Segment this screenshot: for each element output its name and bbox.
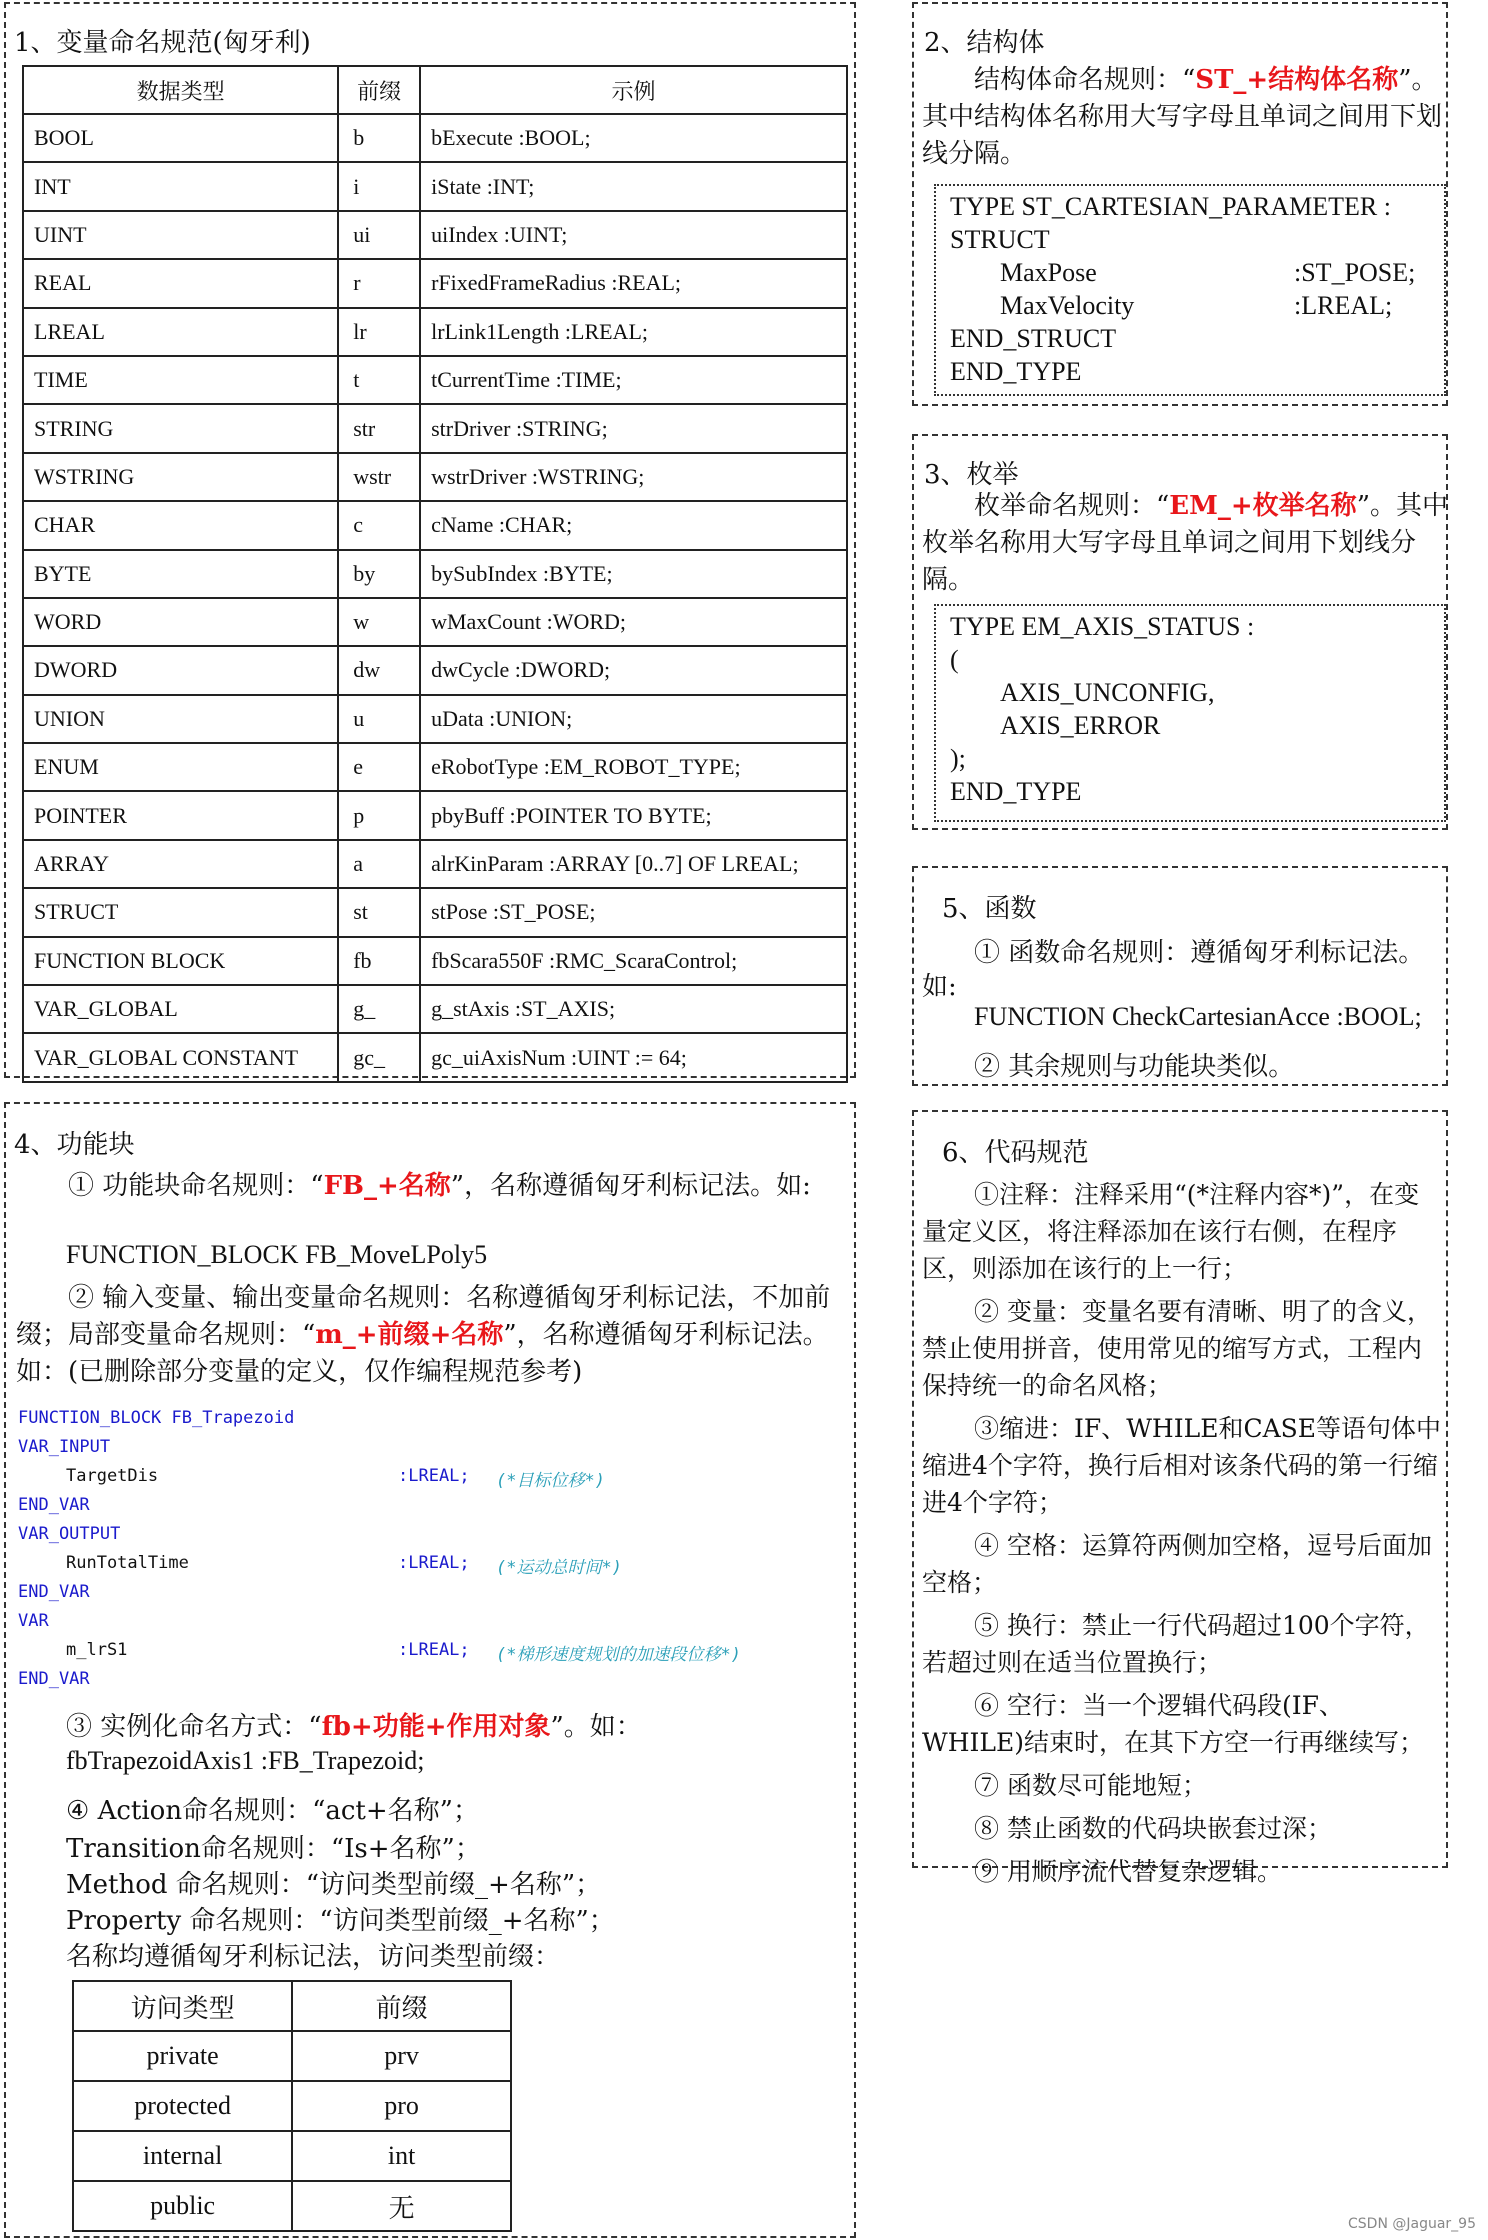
example-cell: lrLink1Length :LREAL; (420, 308, 847, 356)
header-cell: 数据类型 (23, 66, 338, 114)
type-cell: POINTER (23, 791, 338, 839)
rule-text: ① 功能块命名规则：“ (68, 1171, 324, 1201)
prefix-cell: u (338, 695, 420, 743)
type-cell: STRING (23, 404, 338, 452)
prefix-cell: e (338, 743, 420, 791)
table-row (23, 211, 847, 259)
section4-p4-line: Transition命名规则：“Is+名称”； (66, 1834, 481, 1864)
list-item: ⑧ 禁止函数的代码块嵌套过深； (974, 1814, 1332, 1843)
code-line: TYPE ST_CARTESIAN_PARAMETER : (950, 192, 1391, 221)
code-line: :LREAL; (398, 1466, 470, 1486)
table-row (23, 550, 847, 598)
type-cell: INT (23, 162, 338, 210)
prefix-cell: lr (338, 308, 420, 356)
code-comment: (*运动总时间*) (496, 1558, 622, 1578)
rule-text: ”。其中枚举名称用大写字母且单词之间用下划线分隔。 (922, 491, 1448, 595)
type-cell: BYTE (23, 550, 338, 598)
rule-highlight: ST_+结构体名称 (1195, 65, 1399, 95)
type-cell: WORD (23, 598, 338, 646)
list-item: ③缩进：IF、WHILE和CASE等语句体中缩进4个字符，换行后相对该条代码的第一行缩进4个字符； (922, 1414, 1442, 1517)
prefix-cell: str (338, 404, 420, 452)
access-prefix-table (72, 1980, 512, 2232)
section4-p4-line: Property 命名规则：“访问类型前缀_+名称”； (66, 1906, 615, 1936)
example-cell: bySubIndex :BYTE; (420, 550, 847, 598)
header-cell: 访问类型 (73, 1981, 292, 2031)
example-cell: wstrDriver :WSTRING; (420, 453, 847, 501)
type-cell: BOOL (23, 114, 338, 162)
section5-line: ① 函数命名规则：遵循匈牙利标记法。 (974, 938, 1425, 968)
prefix-cell: w (338, 598, 420, 646)
section4-p4-line: 名称均遵循匈牙利标记法，访问类型前缀： (66, 1942, 561, 1972)
code-line: ); (950, 744, 966, 773)
code-line: :ST_POSE; (1294, 258, 1416, 287)
example-cell: iState :INT; (420, 162, 847, 210)
list-item: ⑦ 函数尽可能地短； (974, 1771, 1207, 1800)
rule-highlight: FB_+名称 (323, 1171, 451, 1201)
code-line: END_VAR (18, 1582, 90, 1602)
section5-code: FUNCTION CheckCartesianAcce :BOOL; (974, 1002, 1422, 1031)
prefix-table (22, 65, 848, 1083)
list-item: ⑤ 换行：禁止一行代码超过100个字符，若超过则在适当位置换行； (922, 1611, 1430, 1677)
table-row (73, 2081, 511, 2131)
rule-text: ② 输入变量、输出变量命名规则：名称遵循匈牙利标记法，不加前缀；局部变量命名规则：“ (16, 1283, 831, 1350)
table-row (23, 1033, 847, 1081)
rule-highlight: m_+前缀+名称 (315, 1320, 504, 1350)
type-cell: STRUCT (23, 888, 338, 936)
example-cell: stPose :ST_POSE; (420, 888, 847, 936)
table-header-row (73, 1981, 511, 2031)
example-cell: alrKinParam :ARRAY [0..7] OF LREAL; (420, 840, 847, 888)
code-line: TYPE EM_AXIS_STATUS : (950, 612, 1255, 641)
code-line: TargetDis (66, 1466, 159, 1486)
section3-title: 3、枚举 (924, 460, 1019, 490)
code-line: MaxPose (1000, 258, 1097, 287)
list-item: ② 变量：变量名要有清晰、明了的含义，禁止使用拼音，使用常见的缩写方式，工程内保持统一的命名风格； (922, 1297, 1432, 1400)
table-row (23, 259, 847, 307)
section5-line: 如: (922, 972, 957, 1002)
type-cell: VAR_GLOBAL (23, 985, 338, 1033)
type-cell: WSTRING (23, 453, 338, 501)
table-row (73, 2031, 511, 2081)
table-row (23, 646, 847, 694)
header-cell: 前缀 (338, 66, 420, 114)
code-comment: (*目标位移*) (496, 1471, 605, 1491)
code-line: END_VAR (18, 1495, 90, 1515)
prefix-cell: c (338, 501, 420, 549)
table-cell: pro (292, 2081, 511, 2131)
section6-title: 6、代码规范 (942, 1138, 1089, 1168)
code-line: VAR_INPUT (18, 1437, 111, 1457)
example-cell: uData :UNION; (420, 695, 847, 743)
table-header-row (23, 66, 847, 114)
section4-p1-example: FUNCTION_BLOCK FB_MoveLPoly5 (66, 1240, 488, 1269)
section5-title: 5、函数 (942, 894, 1037, 924)
table-row (23, 501, 847, 549)
section4-p3 (66, 1706, 642, 1743)
table-row (23, 840, 847, 888)
example-cell: strDriver :STRING; (420, 404, 847, 452)
type-cell: DWORD (23, 646, 338, 694)
code-line: AXIS_ERROR (1000, 711, 1161, 740)
table-cell: 无 (292, 2181, 511, 2231)
table-cell: prv (292, 2031, 511, 2081)
section2-title: 2、结构体 (924, 28, 1045, 58)
code-style-list (922, 1176, 1442, 1890)
example-cell: g_stAxis :ST_AXIS; (420, 985, 847, 1033)
table-row (23, 743, 847, 791)
rule-text: ”。其中结构体名称用大写字母且单词之间用下划线分隔。 (922, 65, 1443, 169)
section5-line: ② 其余规则与功能块类似。 (974, 1052, 1295, 1082)
rule-text: ”，名称遵循匈牙利标记法。如: (450, 1171, 811, 1201)
type-cell: VAR_GLOBAL CONSTANT (23, 1033, 338, 1081)
example-cell: dwCycle :DWORD; (420, 646, 847, 694)
section4-p4-line: ④ Action命名规则：“act+名称”； (66, 1796, 479, 1826)
example-cell: bExecute :BOOL; (420, 114, 847, 162)
code-line: :LREAL; (1294, 291, 1393, 320)
section4-p2 (16, 1280, 852, 1391)
example-cell: eRobotType :EM_ROBOT_TYPE; (420, 743, 847, 791)
table-row (23, 308, 847, 356)
code-line: :LREAL; (398, 1553, 470, 1573)
example-cell: fbScara550F :RMC_ScaraControl; (420, 937, 847, 985)
code-line: MaxVelocity (1000, 291, 1135, 320)
rule-text: ”，名称遵循匈牙利标记法。如：(已删除部分变量的定义，仅作编程规范参考) (16, 1320, 829, 1387)
type-cell: ARRAY (23, 840, 338, 888)
prefix-cell: g_ (338, 985, 420, 1033)
code-line: END_TYPE (950, 357, 1082, 386)
code-line: END_TYPE (950, 777, 1082, 806)
code-comment: (*梯形速度规划的加速段位移*) (496, 1645, 741, 1665)
prefix-cell: wstr (338, 453, 420, 501)
code-line: m_lrS1 (66, 1640, 128, 1660)
table-row (73, 2181, 511, 2231)
code-line: VAR (18, 1611, 49, 1631)
prefix-cell: i (338, 162, 420, 210)
header-cell: 前缀 (292, 1981, 511, 2031)
struct-code-box (934, 184, 1446, 396)
code-line: :LREAL; (398, 1640, 470, 1660)
section4-title: 4、功能块 (14, 1130, 135, 1160)
rule-highlight: EM_+枚举名称 (1169, 491, 1357, 521)
prefix-cell: fb (338, 937, 420, 985)
code-line: AXIS_UNCONFIG, (1000, 678, 1215, 707)
example-cell: tCurrentTime :TIME; (420, 356, 847, 404)
prefix-cell: r (338, 259, 420, 307)
table-cell: public (73, 2181, 292, 2231)
table-row (23, 695, 847, 743)
example-cell: rFixedFrameRadius :REAL; (420, 259, 847, 307)
table-cell: int (292, 2131, 511, 2181)
prefix-cell: t (338, 356, 420, 404)
table-row (23, 356, 847, 404)
watermark-text: CSDN @Jaguar_95 (1348, 2216, 1476, 2232)
section2-rule (922, 62, 1448, 173)
list-item: ①注释：注释采用“(*注释内容*)”，在变量定义区，将注释添加在该行右侧，在程序区，则添加在该行的上一行； (922, 1180, 1420, 1283)
list-item: ⑥ 空行：当一个逻辑代码段(IF、WHILE)结束时，在其下方空一行再继续写； (922, 1691, 1424, 1757)
table-cell: private (73, 2031, 292, 2081)
table-row (23, 937, 847, 985)
enum-code-box (934, 604, 1446, 822)
code-line: FUNCTION_BLOCK FB_Trapezoid (18, 1408, 295, 1428)
prefix-cell: b (338, 114, 420, 162)
code-line: END_VAR (18, 1669, 90, 1689)
table-row (23, 162, 847, 210)
code-line: VAR_OUTPUT (18, 1524, 121, 1544)
section1-title: 1、变量命名规范(匈牙利) (14, 28, 311, 58)
code-line: END_STRUCT (950, 324, 1117, 353)
type-cell: FUNCTION BLOCK (23, 937, 338, 985)
type-cell: UINT (23, 211, 338, 259)
code-line: ( (950, 645, 959, 674)
table-row (23, 985, 847, 1033)
example-cell: wMaxCount :WORD; (420, 598, 847, 646)
prefix-cell: p (338, 791, 420, 839)
example-cell: pbyBuff :POINTER TO BYTE; (420, 791, 847, 839)
section4-p1 (16, 1168, 852, 1205)
section4-p4-line: Method 命名规则：“访问类型前缀_+名称”； (66, 1870, 602, 1900)
table-row (23, 453, 847, 501)
rule-highlight: fb+功能+作用对象 (321, 1712, 551, 1742)
prefix-cell: ui (338, 211, 420, 259)
section3-rule (922, 488, 1448, 599)
table-row (23, 791, 847, 839)
table-cell: internal (73, 2131, 292, 2181)
code-line: STRUCT (950, 225, 1050, 254)
type-cell: REAL (23, 259, 338, 307)
prefix-cell: gc_ (338, 1033, 420, 1081)
rule-text: 结构体命名规则：“ (974, 65, 1196, 95)
prefix-cell: st (338, 888, 420, 936)
example-cell: cName :CHAR; (420, 501, 847, 549)
example-cell: uiIndex :UINT; (420, 211, 847, 259)
table-row (23, 404, 847, 452)
list-item: ④ 空格：运算符两侧加空格，逗号后面加空格； (922, 1531, 1432, 1597)
prefix-cell: dw (338, 646, 420, 694)
prefix-cell: by (338, 550, 420, 598)
type-cell: ENUM (23, 743, 338, 791)
section4-p3-example: fbTrapezoidAxis1 :FB_Trapezoid; (66, 1746, 425, 1775)
type-cell: TIME (23, 356, 338, 404)
table-row (23, 598, 847, 646)
rule-text: 枚举命名规则：“ (974, 491, 1170, 521)
rule-text: ”。如： (550, 1712, 642, 1742)
type-cell: LREAL (23, 308, 338, 356)
list-item: ⑨ 用顺序流代替复杂逻辑。 (974, 1857, 1282, 1886)
rule-text: ③ 实例化命名方式：“ (66, 1712, 322, 1742)
type-cell: UNION (23, 695, 338, 743)
header-cell: 示例 (420, 66, 847, 114)
table-cell: protected (73, 2081, 292, 2131)
prefix-cell: a (338, 840, 420, 888)
table-row (23, 114, 847, 162)
code-line: RunTotalTime (66, 1553, 189, 1573)
example-cell: gc_uiAxisNum :UINT := 64; (420, 1033, 847, 1081)
type-cell: CHAR (23, 501, 338, 549)
table-row (23, 888, 847, 936)
table-row (73, 2131, 511, 2181)
